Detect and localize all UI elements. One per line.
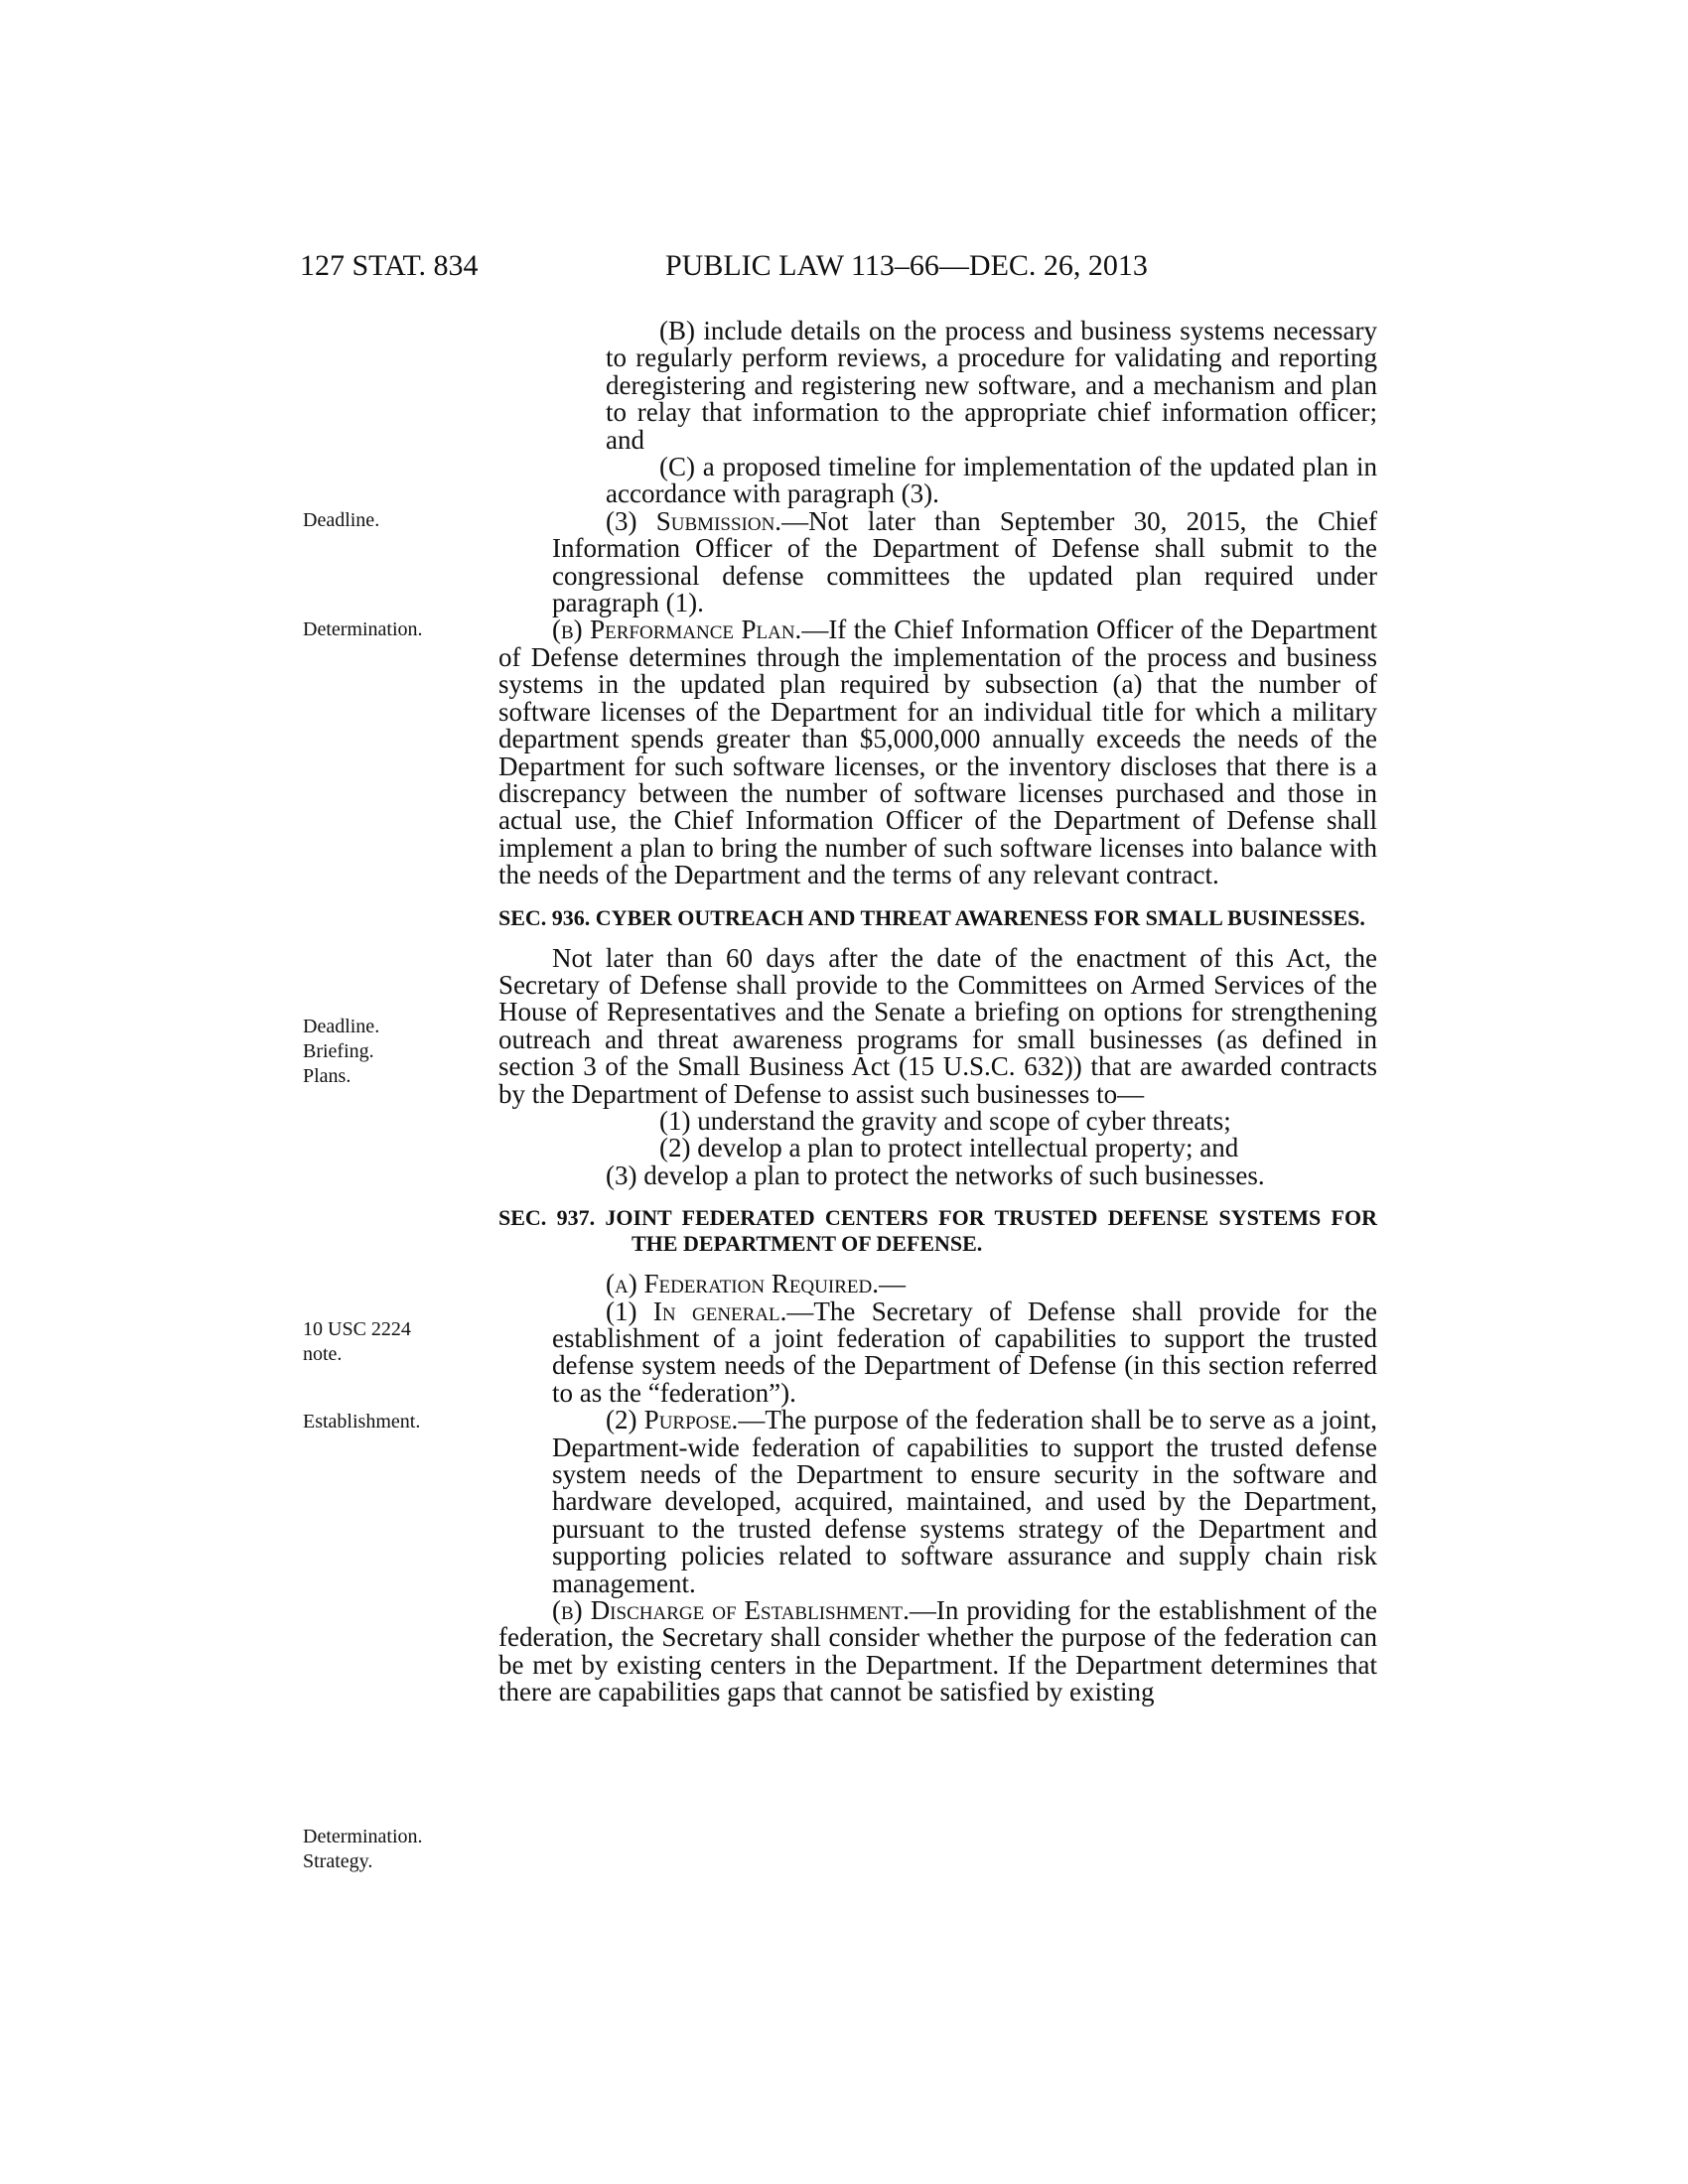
stat-page-number: 127 STAT. 834 [300, 249, 479, 282]
section-937-a: (a) Federation Required.— [606, 1269, 906, 1299]
margin-note-sec936: Deadline. Briefing. Plans. [303, 1016, 380, 1087]
paragraph-3-submission: (3) Submission.—Not later than September 30, 2015, the Chief Information Officer of the Department of Defense shall submit to the congressional defense committees the updated plan required under paragraph (1). [552, 505, 1377, 618]
section-937-heading: SEC. 937. JOINT FEDERATED CENTERS FOR TRUSTED DEFENSE SYSTEMS FOR THE DEPARTMENT OF DEFENSE. [498, 1205, 1377, 1257]
paragraph-label: (b) Performance Plan. [552, 614, 802, 645]
paragraph-label: (b) Discharge of Establishment. [552, 1595, 910, 1626]
paragraph-C: (C) a proposed timeline for implementation of the updated plan in accordance with paragraph (3). [606, 452, 1377, 509]
section-936-heading: SEC. 936. CYBER OUTREACH AND THREAT AWARENESS FOR SMALL BUSINESSES. [498, 904, 1365, 930]
margin-note-usc: 10 USC 2224 note. [303, 1318, 411, 1365]
section-937-a1: (1) In general.—The Secretary of Defense shall provide for the establishment of a joint federation of capabilities to support the trusted defense system needs of the Department of Defense (in this section referred to as the “federation”). [552, 1296, 1377, 1408]
section-937-a2: (2) Purpose.—The purpose of the federation shall be to serve as a joint, Department-wide federation of capabilities to support the trusted defense system needs of the Department to ensure security in the software and hardware developed, acquired, maintained, and used by the Department, pursuant to the trusted defense systems strategy of the Department and supporting policies related to software assurance and supply chain risk management. [552, 1405, 1377, 1598]
paragraph-label: (3) Submission. [606, 505, 782, 536]
margin-note-deadline: Deadline. [303, 509, 380, 531]
paragraph-B: (B) include details on the process and business systems necessary to regularly perform reviews, a procedure for validating and reporting deregistering and registering new software, and a mechanism and plan to relay that information to the appropriate chief information officer; and [606, 316, 1377, 455]
section-936-item-1: (1) understand the gravity and scope of cyber threats; [659, 1105, 1231, 1136]
margin-note-determination: Determination. [303, 618, 423, 640]
section-936-item-3: (3) develop a plan to protect the networks of such businesses. [606, 1160, 1265, 1190]
margin-note-determination-strategy: Determination. Strategy. [303, 1826, 423, 1872]
paragraph-label: (1) In general. [606, 1296, 787, 1326]
margin-note-establishment: Establishment. [303, 1411, 421, 1433]
running-header: PUBLIC LAW 113–66—DEC. 26, 2013 [665, 249, 1148, 282]
section-937-b: (b) Discharge of Establishment.—In providing for the establishment of the federation, the Secretary shall consider whether the purpose of the federation can be met by existing centers in the Department. If the Department determines that there are capabilities gaps that cannot be satisfied by existing [498, 1595, 1377, 1707]
section-936-intro: Not later than 60 days after the date of the enactment of this Act, the Secretary of Defense shall provide to the Committees on Armed Services of the House of Representatives and the Senate a briefing on options for strengthening outreach and threat awareness programs for small businesses (as defined in section 3 of the Small Business Act (15 U.S.C. 632)) that are awarded contracts by the Department of Defense to assist such businesses to— [498, 942, 1377, 1109]
section-936-item-2: (2) develop a plan to protect intellectual property; and [659, 1133, 1239, 1163]
body-text [498, 318, 1377, 1706]
paragraph-b-performance-plan: (b) Performance Plan.—If the Chief Information Officer of the Department of Defense determines through the implementation of the process and business systems in the updated plan required by subsection (a) that the number of software licenses of the Department for an individual title for which a military department spends greater than $5,000,000 annually exceeds the needs of the Department for such software licenses, or the inventory discloses that there is a discrepancy between the number of software licenses purchased and those in actual use, the Chief Information Officer of the Department of Defense shall implement a plan to bring the number of such software licenses into balance with the needs of the Department and the terms of any relevant contract. [498, 614, 1377, 890]
paragraph-label: (2) Purpose. [606, 1405, 739, 1435]
